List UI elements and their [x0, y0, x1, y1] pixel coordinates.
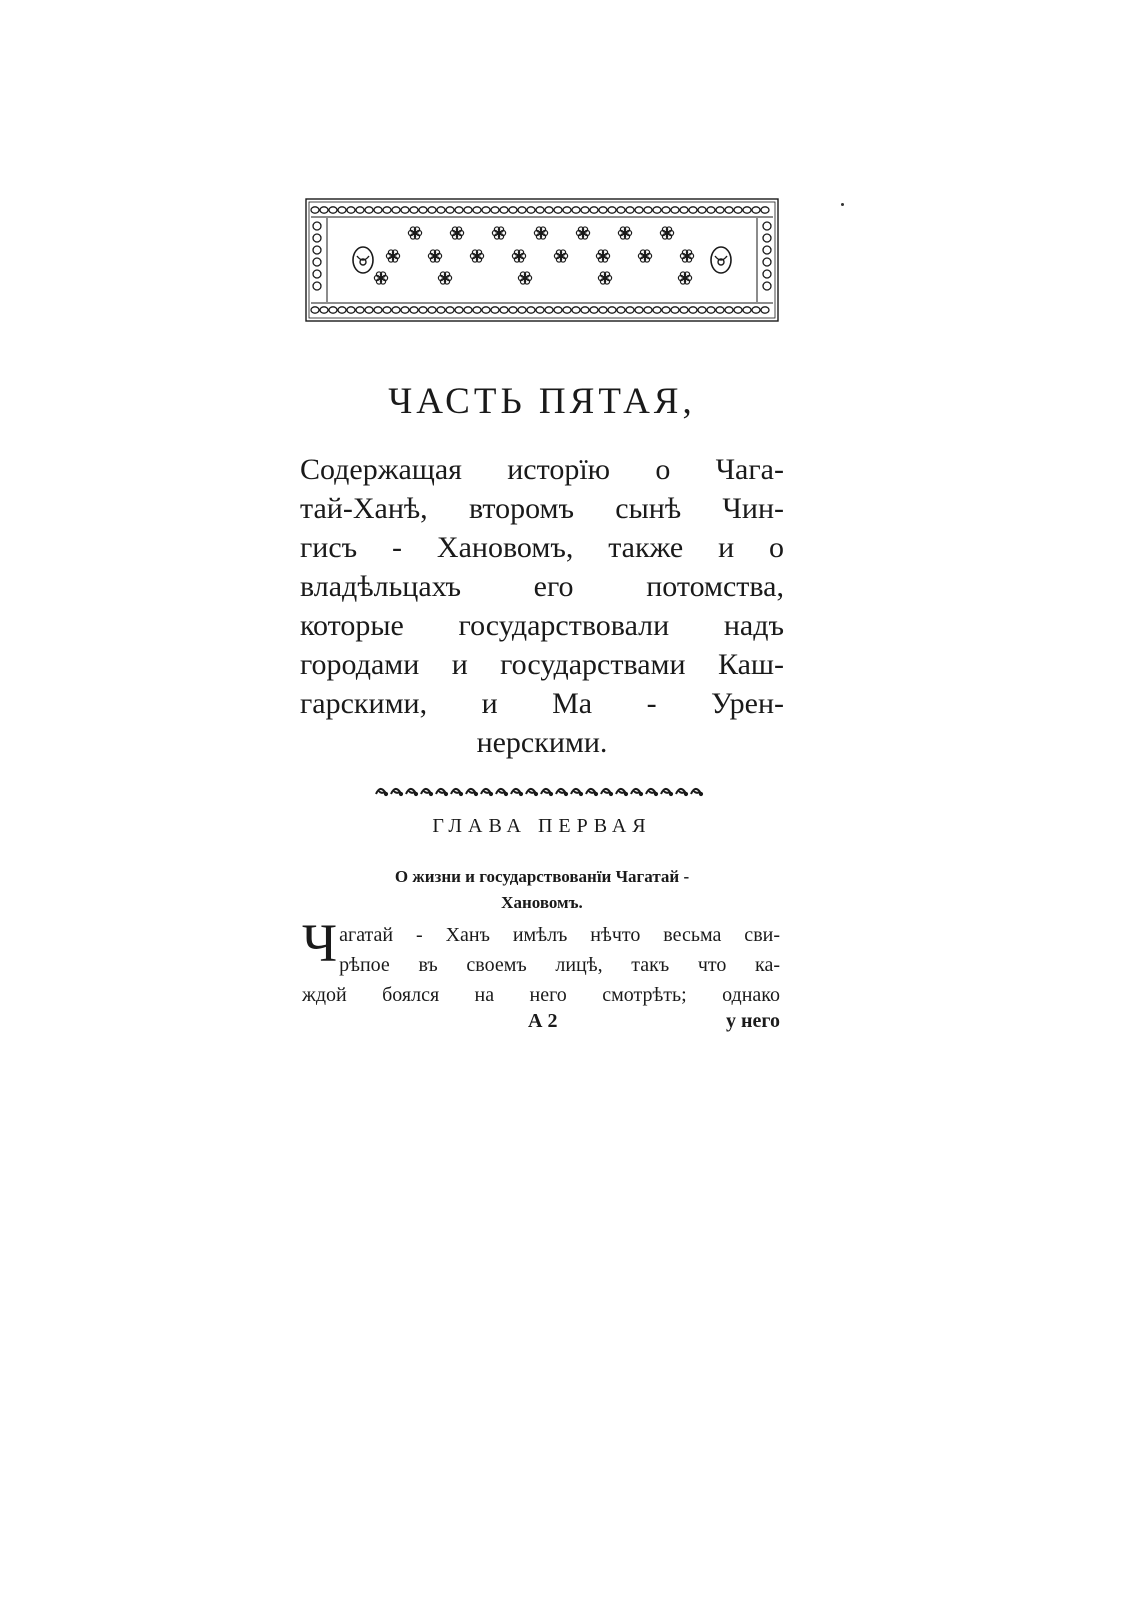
signature-mark: А 2	[528, 1010, 558, 1032]
body-line: ждой боялся на него смотрѣть; однако	[302, 984, 780, 1006]
chapter-subtitle-line: Хановомъ.	[501, 893, 583, 912]
subtitle-line: гарскими, и Ма - Урен-	[300, 687, 784, 720]
ornamental-rule	[372, 786, 704, 798]
catchword: у него	[726, 1010, 780, 1032]
drop-cap: Ч	[302, 913, 338, 973]
subtitle-line: городами и государствами Каш-	[300, 648, 784, 681]
subtitle-line: которые государствовали надъ	[300, 609, 784, 642]
ink-speck	[841, 203, 844, 206]
part-subtitle	[300, 450, 784, 762]
subtitle-line: гисъ - Хановомъ, также и о	[300, 531, 784, 564]
body-line: рѣпое въ своемъ лицѣ, такъ что ка-	[339, 954, 780, 976]
subtitle-line: нерскими.	[476, 726, 608, 759]
body-text	[302, 913, 780, 1010]
body-line: агатай - Ханъ имѣлъ нѣчто весьма сви-	[339, 924, 780, 946]
chapter-subtitle	[305, 864, 779, 916]
part-title: ЧАСТЬ ПЯТАЯ,	[388, 381, 696, 422]
subtitle-line: тай-Ханѣ, второмъ сынѣ Чин-	[300, 492, 784, 525]
subtitle-line: владѣльцахъ его потомства,	[300, 570, 784, 603]
chapter-subtitle-line: О жизни и государствованїи Чагатай -	[394, 867, 690, 886]
subtitle-line: Содержащая исторїю о Чага-	[300, 453, 784, 486]
page-footer	[302, 1010, 780, 1040]
ornamental-headpiece	[305, 198, 779, 322]
chapter-title: ГЛАВА ПЕРВАЯ	[432, 815, 652, 837]
